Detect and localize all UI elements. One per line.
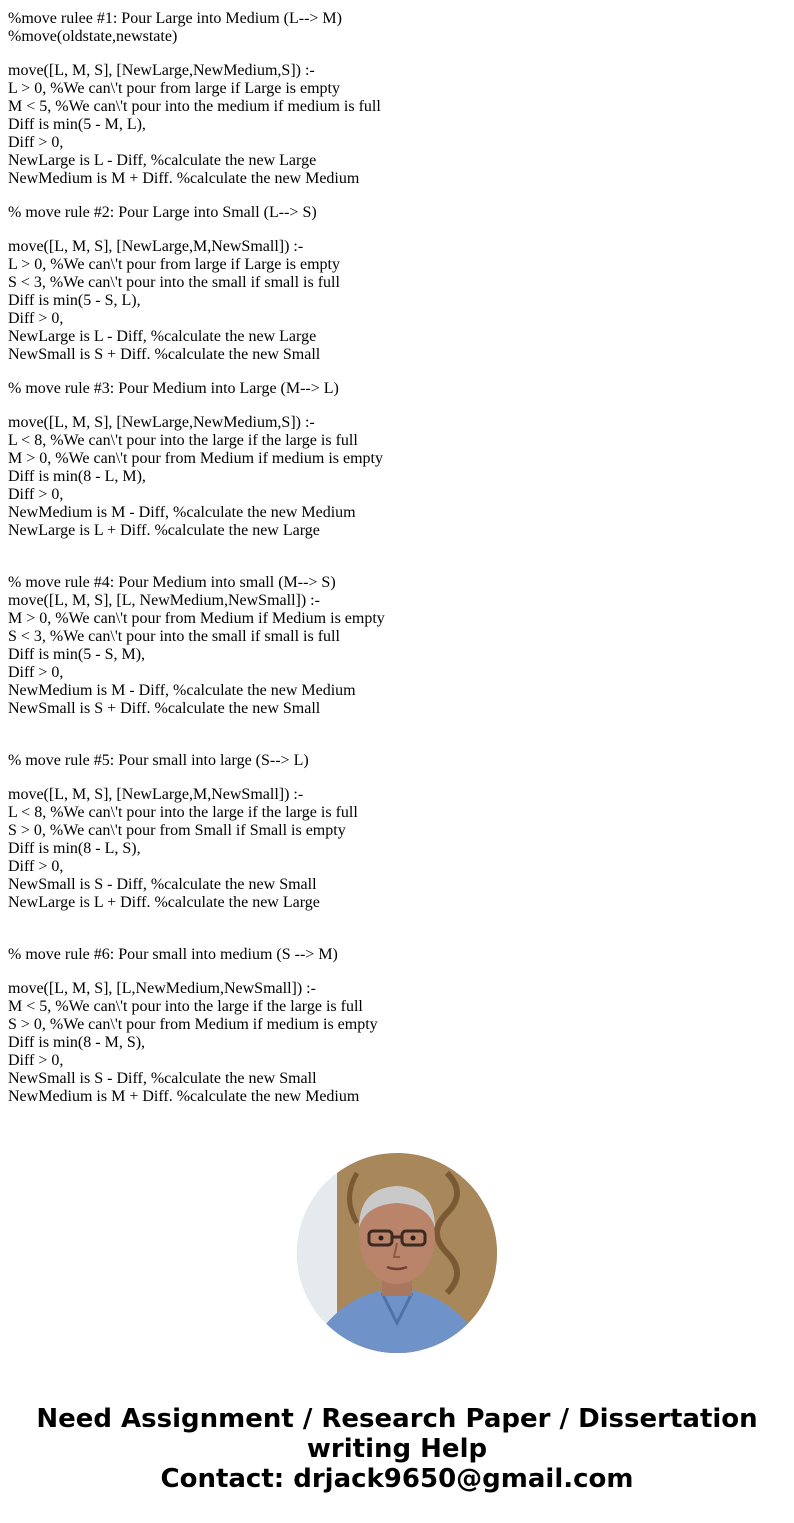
code-block (8, 786, 788, 912)
code-line: % move rule #4: Pour Medium into small (M--> S) (8, 574, 336, 591)
block-spacer (8, 222, 788, 238)
code-block (8, 574, 788, 718)
code-line: Diff is min(5 - S, M), (8, 646, 146, 663)
code-line: Diff > 0, (8, 1052, 64, 1069)
code-block (8, 946, 788, 964)
code-line: % move rule #2: Pour Large into Small (L--> S) (8, 204, 317, 221)
code-line: NewLarge is L + Diff. %calculate the new Large (8, 522, 320, 539)
code-line: NewSmall is S + Diff. %calculate the new Small (8, 700, 321, 717)
code-block (8, 10, 788, 46)
block-spacer (8, 770, 788, 786)
code-line: L < 8, %We can\'t pour into the large if the large is full (8, 804, 358, 821)
code-line: NewMedium is M + Diff. %calculate the new Medium (8, 170, 360, 187)
code-block (8, 980, 788, 1106)
code-block (8, 204, 788, 222)
code-line: NewSmall is S - Diff, %calculate the new Small (8, 876, 317, 893)
code-line: M > 0, %We can\'t pour from Medium if medium is empty (8, 450, 383, 467)
block-spacer (8, 718, 788, 752)
code-line: move([L, M, S], [NewLarge,NewMedium,S]) :- (8, 414, 315, 431)
code-line: % move rule #3: Pour Medium into Large (M--> L) (8, 380, 339, 397)
code-line: L > 0, %We can\'t pour from large if Large is empty (8, 256, 340, 273)
contact-email: Contact: drjack9650@gmail.com (160, 1464, 634, 1494)
banner-line-1: Need Assignment / Research Paper / Dissertation (36, 1404, 758, 1434)
code-line: % move rule #5: Pour small into large (S--> L) (8, 752, 309, 769)
banner-line-2: writing Help (306, 1434, 488, 1464)
contact-banner (0, 1404, 794, 1494)
code-line: move([L, M, S], [NewLarge,M,NewSmall]) :- (8, 238, 304, 255)
code-line: NewLarge is L + Diff. %calculate the new Large (8, 894, 320, 911)
code-line: M < 5, %We can\'t pour into the medium if medium is full (8, 98, 381, 115)
code-line: S < 3, %We can\'t pour into the small if small is full (8, 274, 340, 291)
code-line: NewSmall is S + Diff. %calculate the new Small (8, 346, 321, 363)
code-line: L < 8, %We can\'t pour into the large if the large is full (8, 432, 358, 449)
code-line: Diff > 0, (8, 486, 64, 503)
code-line: NewLarge is L - Diff, %calculate the new Large (8, 328, 317, 345)
block-spacer (8, 364, 788, 380)
code-block (8, 414, 788, 540)
code-line: S < 3, %We can\'t pour into the small if small is full (8, 628, 340, 645)
code-line: NewMedium is M - Diff, %calculate the new Medium (8, 504, 356, 521)
code-block (8, 238, 788, 364)
code-line: Diff > 0, (8, 858, 64, 875)
code-line: Diff > 0, (8, 134, 64, 151)
code-line: %move rulee #1: Pour Large into Medium (L--> M) (8, 10, 342, 27)
code-line: Diff is min(8 - M, S), (8, 1034, 146, 1051)
block-spacer (8, 46, 788, 62)
code-line: Diff is min(8 - L, S), (8, 840, 141, 857)
block-spacer (8, 912, 788, 946)
code-block (8, 752, 788, 770)
code-line: move([L, M, S], [L, NewMedium,NewSmall]) :- (8, 592, 320, 609)
code-line: M > 0, %We can\'t pour from Medium if Medium is empty (8, 610, 385, 627)
person-photo-icon (297, 1153, 497, 1353)
code-line: move([L, M, S], [NewLarge,NewMedium,S]) :- (8, 62, 315, 79)
code-line: Diff is min(5 - S, L), (8, 292, 141, 309)
code-line: Diff > 0, (8, 310, 64, 327)
code-line: S > 0, %We can\'t pour from Small if Small is empty (8, 822, 346, 839)
block-spacer (8, 398, 788, 414)
code-line: S > 0, %We can\'t pour from Medium if medium is empty (8, 1016, 378, 1033)
code-line: Diff > 0, (8, 664, 64, 681)
code-line: %move(oldstate,newstate) (8, 28, 178, 45)
author-avatar (297, 1153, 497, 1353)
code-block (8, 380, 788, 398)
block-spacer (8, 964, 788, 980)
block-spacer (8, 188, 788, 204)
block-spacer (8, 540, 788, 574)
code-listing (8, 10, 788, 1106)
code-line: Diff is min(5 - M, L), (8, 116, 146, 133)
code-line: NewMedium is M - Diff, %calculate the new Medium (8, 682, 356, 699)
code-line: NewSmall is S - Diff, %calculate the new Small (8, 1070, 317, 1087)
code-line: % move rule #6: Pour small into medium (S --> M) (8, 946, 338, 963)
code-line: L > 0, %We can\'t pour from large if Large is empty (8, 80, 340, 97)
code-line: Diff is min(8 - L, M), (8, 468, 146, 485)
code-line: M < 5, %We can\'t pour into the large if the large is full (8, 998, 363, 1015)
code-line: move([L, M, S], [NewLarge,M,NewSmall]) :- (8, 786, 304, 803)
code-line: move([L, M, S], [L,NewMedium,NewSmall]) :- (8, 980, 316, 997)
code-line: NewMedium is M + Diff. %calculate the new Medium (8, 1088, 360, 1105)
code-line: NewLarge is L - Diff, %calculate the new Large (8, 152, 317, 169)
code-block (8, 62, 788, 188)
